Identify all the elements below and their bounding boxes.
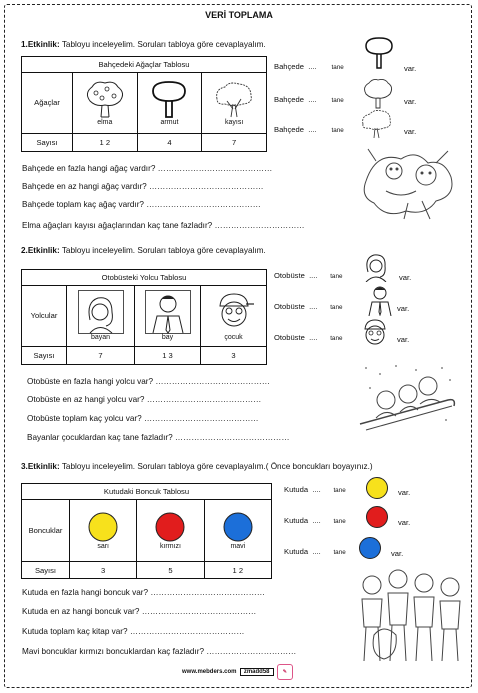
- passengers-question-4: Bayanlar çocuklardan kaç tane fazladır? ……………………………………: [27, 433, 290, 442]
- passenger-cell-cocuk: [201, 286, 267, 347]
- page-title: VERİ TOPLAMA: [205, 10, 273, 20]
- trees-side-var-3: var.: [404, 127, 417, 136]
- beads-question-1: Kutuda en fazla hangi boncuk var? ……………………………………: [22, 588, 265, 597]
- beads-count-label: Sayısı: [22, 562, 70, 579]
- trees-side-var-1: var.: [404, 64, 417, 73]
- bead-cell-sari: [70, 500, 137, 562]
- beads-question-2: Kutuda en az hangi boncuk var? ……………………………………: [22, 607, 257, 616]
- passengers-side-var-1: var.: [399, 273, 412, 282]
- tree-name-kayisi: kayısı: [225, 118, 244, 126]
- trees-side-var-2: var.: [404, 97, 417, 106]
- passenger-cell-bayan: [67, 286, 135, 347]
- child-small-icon: [360, 318, 390, 348]
- passengers-question-2: Otobüste en az hangi yolcu var? ……………………………………: [27, 395, 262, 404]
- pear-tree-icon: [144, 79, 194, 119]
- apricot-tree-icon: [209, 79, 259, 119]
- passengers-table-title: Otobüsteki Yolcu Tablosu: [22, 270, 267, 286]
- woman-small-icon: [360, 250, 392, 282]
- apple-tree-icon: [80, 79, 130, 119]
- passenger-name-cocuk: çocuk: [224, 333, 243, 341]
- passenger-count-bayan: 7: [67, 346, 135, 364]
- bead-count-mavi: 1 2: [204, 562, 271, 579]
- trees-question-3: Bahçede toplam kaç ağaç vardır? ……………………………………: [22, 200, 261, 209]
- bead-cell-kirmizi: [137, 500, 204, 562]
- footer-stamp-icon: ✎: [277, 664, 293, 680]
- bead-name-kirmizi: kırmızı: [159, 542, 181, 550]
- trees-side-line-2: Bahçede .... tane: [274, 95, 344, 104]
- activity-1-instruction: [21, 40, 266, 49]
- trees-count-label: Sayısı: [22, 133, 73, 151]
- passengers-side-line-1: Otobüste .... tane: [274, 271, 343, 280]
- tree-cell-armut: [137, 73, 202, 134]
- passengers-side-var-2: var.: [397, 304, 410, 313]
- passengers-side-var-3: var.: [397, 335, 410, 344]
- trees-side-line-3: Bahçede .... tane: [274, 125, 344, 134]
- yellow-bead-icon: [87, 511, 119, 543]
- bead-cell-mavi: [204, 500, 271, 562]
- red-bead-small-icon: [365, 505, 389, 529]
- apple-tree-small-icon: [360, 78, 396, 110]
- blue-bead-icon: [222, 511, 254, 543]
- passenger-cell-bay: [135, 286, 201, 347]
- activity-3-label: 3.Etkinlik:: [21, 462, 60, 471]
- footer-site[interactable]: www.mebders.com: [182, 669, 237, 675]
- beads-table-title: Kutudaki Boncuk Tablosu: [22, 484, 272, 500]
- beads-side-var-2: var.: [398, 518, 411, 527]
- passenger-count-cocuk: 3: [201, 346, 267, 364]
- beads-side-var-1: var.: [398, 488, 411, 497]
- trees-table-title: Bahçedeki Ağaçlar Tablosu: [22, 57, 267, 73]
- passengers-row-label: Yolcular: [22, 286, 67, 347]
- beads-side-line-2: Kutuda .... tane: [284, 516, 346, 525]
- beads-question-4: Mavi boncuklar kırmızı boncuklardan kaç fazladır? ……………………………: [22, 647, 297, 656]
- apricot-tree-small-icon: [358, 108, 394, 140]
- tree-cell-kayisi: [202, 73, 267, 134]
- passenger-count-bay: 1 3: [135, 346, 201, 364]
- beads-side-var-3: var.: [391, 549, 404, 558]
- cartoon-group-illustration: [354, 565, 466, 665]
- bead-count-sari: 3: [70, 562, 137, 579]
- tree-count-elma: 1 2: [73, 133, 138, 151]
- trees-question-4: Elma ağaçları kayısı ağaçlarından kaç tane fazladır? ……………………………: [22, 221, 305, 230]
- tree-cell-elma: [73, 73, 138, 134]
- woman-icon: [78, 290, 124, 334]
- beads-table: [21, 483, 272, 579]
- cartoon-cat-mouse-illustration: [356, 141, 462, 223]
- activity-3-instruction: [21, 462, 373, 471]
- beads-row-label: Boncuklar: [22, 500, 70, 562]
- passengers-question-3: Otobüste toplam kaç yolcu var? ……………………………………: [27, 414, 259, 423]
- man-small-icon: [366, 284, 394, 316]
- pear-tree-small-icon: [361, 36, 397, 70]
- tree-name-elma: elma: [97, 118, 113, 126]
- activity-3-text: Tabloyu inceleyelim. Soruları tabloya göre cevaplayalım.( Önce boncukları boyayınız.): [59, 462, 373, 471]
- child-icon: [211, 290, 257, 334]
- passengers-side-line-2: Otobüste .... tane: [274, 302, 343, 311]
- passenger-name-bay: bay: [161, 333, 174, 341]
- activity-2-text: Tabloyu inceleyelim. Soruları tabloya göre cevaplayalım.: [59, 246, 266, 255]
- trees-question-1: Bahçede en fazla hangi ağaç vardır? ……………………………………: [22, 164, 273, 173]
- sled-children-illustration: [356, 360, 460, 444]
- beads-side-line-1: Kutuda .... tane: [284, 485, 346, 494]
- man-icon: [145, 290, 191, 334]
- tree-count-armut: 4: [137, 133, 202, 151]
- passengers-table: [21, 269, 267, 365]
- passenger-name-bayan: bayan: [90, 333, 111, 341]
- activity-2-instruction: [21, 246, 266, 255]
- trees-question-2: Bahçede en az hangi ağaç vardır? ……………………………………: [22, 182, 264, 191]
- activity-1-label: 1.Etkinlik:: [21, 40, 60, 49]
- bead-name-sari: sarı: [97, 542, 109, 550]
- activity-2-label: 2.Etkinlik:: [21, 246, 60, 255]
- tree-count-kayisi: 7: [202, 133, 267, 151]
- trees-table: [21, 56, 267, 152]
- activity-1-text: Tabloyu inceleyelim. Soruları tabloya göre cevaplayalım.: [59, 40, 266, 49]
- red-bead-icon: [154, 511, 186, 543]
- trees-row-label: Ağaçlar: [22, 73, 73, 134]
- footer: [182, 664, 293, 680]
- passengers-count-label: Sayısı: [22, 346, 67, 364]
- yellow-bead-small-icon: [365, 476, 389, 500]
- beads-side-line-3: Kutuda .... tane: [284, 547, 346, 556]
- trees-side-line-1: Bahçede .... tane: [274, 62, 344, 71]
- beads-question-3: Kutuda toplam kaç kitap var? ……………………………………: [22, 627, 245, 636]
- bead-name-mavi: mavi: [230, 542, 246, 550]
- blue-bead-small-icon: [358, 536, 382, 560]
- bead-count-kirmizi: 5: [137, 562, 204, 579]
- passengers-side-line-3: Otobüste .... tane: [274, 333, 343, 342]
- passengers-question-1: Otobüste en fazla hangi yolcu var? ……………………………………: [27, 377, 270, 386]
- footer-badge: zmadd58: [240, 668, 274, 676]
- tree-name-armut: armut: [160, 118, 179, 126]
